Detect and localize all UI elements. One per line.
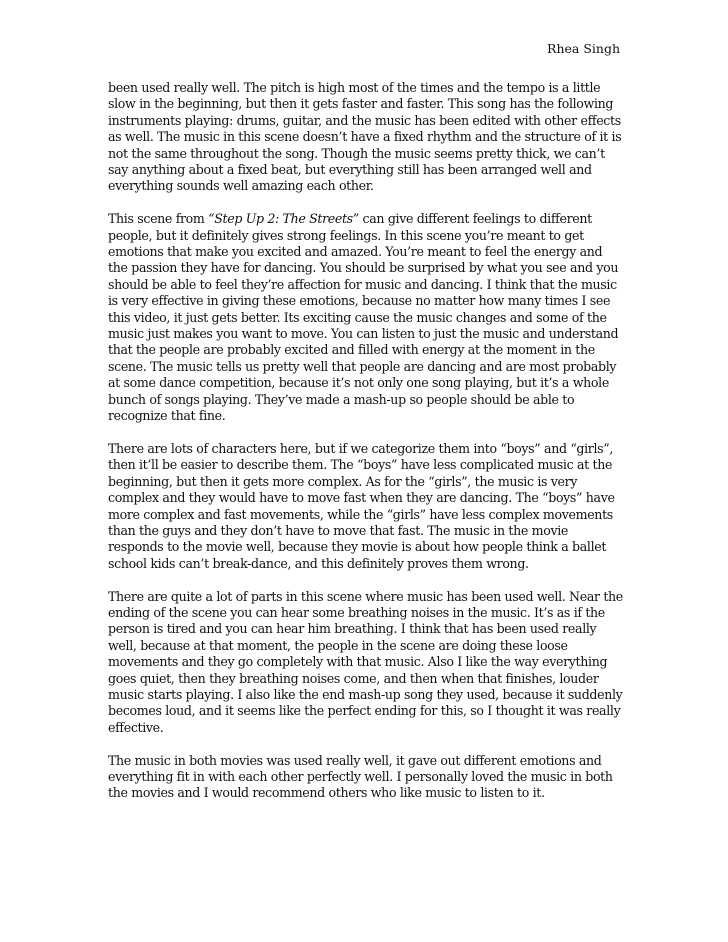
text-line: bunch of songs playing. They’ve made a mash-up so people should be able to bbox=[108, 391, 575, 407]
text-line: music just makes you want to move. You can listen to just the music and understand bbox=[108, 326, 619, 342]
text-line: ending of the scene you can hear some breathing noises in the music. It’s as if the bbox=[108, 604, 605, 620]
text-line: school kids can’t break-dance, and this definitely proves them wrong. bbox=[108, 555, 529, 571]
author-name: Rhea Singh bbox=[547, 41, 620, 56]
text-segment: This scene from bbox=[108, 211, 209, 227]
text-line: the movies and I would recommend others who like music to listen to it. bbox=[108, 785, 545, 801]
text-segment: can give different feelings to different bbox=[358, 211, 592, 227]
paragraph-1 bbox=[108, 80, 628, 195]
text-line: recognize that fine. bbox=[108, 408, 226, 424]
text-line: this video, it just gets better. Its exciting cause the music changes and some of the bbox=[108, 309, 607, 325]
text-line: music starts playing. I also like the end mash-up song they used, because it suddenly bbox=[108, 686, 623, 702]
paragraph-5 bbox=[108, 753, 628, 802]
text-line: becomes loud, and it seems like the perfect ending for this, so I thought it was really bbox=[108, 703, 621, 719]
text-line: beginning, but then it gets more complex. As for the “girls”, the music is very bbox=[108, 473, 578, 489]
text-line: than the guys and they don’t have to move that fast. The music in the movie bbox=[108, 522, 569, 538]
text-line: that the people are probably excited and filled with energy at the moment in the bbox=[108, 342, 595, 358]
text-line: responds to the movie well, because they movie is about how people think a ballet bbox=[108, 539, 607, 555]
text-line: more complex and fast movements, while the “girls” have less complex movements bbox=[108, 506, 613, 522]
text-line: is very effective in giving these emotions, because no matter how many times I see bbox=[108, 293, 611, 309]
text-line: effective. bbox=[108, 719, 164, 735]
text-line: slow in the beginning, but then it gets faster and faster. This song has the following bbox=[108, 96, 614, 112]
paragraph-4 bbox=[108, 589, 628, 737]
text-line: as well. The music in this scene doesn’t have a fixed rhythm and the structure of it is bbox=[108, 129, 622, 145]
text-line: There are lots of characters here, but if we categorize them into “boys” and “girls”, bbox=[108, 440, 613, 456]
text-line: the passion they have for dancing. You should be surprised by what you see and you bbox=[108, 260, 619, 276]
text-line: at some dance competition, because it’s not only one song playing, but it’s a whole bbox=[108, 375, 609, 391]
text-line: say anything about a fixed beat, but everything still has been arranged well and bbox=[108, 162, 592, 178]
text-line: complex and they would have to move fast when they are dancing. The “boys” have bbox=[108, 490, 615, 506]
text-line: The music in both movies was used really well, it gave out different emotions and bbox=[108, 752, 602, 768]
text-line bbox=[108, 211, 628, 227]
text-line: movements and they go completely with that music. Also I like the way everything bbox=[108, 654, 608, 670]
text-line: not the same throughout the song. Though the music seems pretty thick, we can’t bbox=[108, 145, 605, 161]
text-line: goes quiet, then they breathing noises come, and then when that finishes, louder bbox=[108, 670, 599, 686]
movie-title: “Step Up 2: The Streets” bbox=[208, 211, 359, 227]
text-line: then it’ll be easier to describe them. The “boys” have less complicated music at the bbox=[108, 457, 613, 473]
text-line: scene. The music tells us pretty well that people are dancing and are most probably bbox=[108, 358, 617, 374]
paragraph-3 bbox=[108, 441, 628, 572]
text-line: There are quite a lot of parts in this scene where music has been used well. Near the bbox=[108, 588, 623, 604]
text-line: everything sounds well amazing each other. bbox=[108, 178, 374, 194]
text-line: person is tired and you can hear him breathing. I think that has been used really bbox=[108, 621, 597, 637]
text-line: should be able to feel they’re affection for music and dancing. I think that the music bbox=[108, 276, 617, 292]
text-line: well, because at that moment, the people in the scene are doing these loose bbox=[108, 637, 568, 653]
paragraph-2 bbox=[108, 211, 628, 424]
text-line: emotions that make you excited and amazed. You’re meant to feel the energy and bbox=[108, 244, 603, 260]
document-body bbox=[108, 80, 628, 818]
text-line: instruments playing: drums, guitar, and the music has been edited with other effects bbox=[108, 112, 621, 128]
text-line: everything fit in with each other perfectly well. I personally loved the music in both bbox=[108, 769, 613, 784]
text-line: been used really well. The pitch is high most of the times and the tempo is a little bbox=[108, 80, 601, 95]
text-line: people, but it definitely gives strong feelings. In this scene you’re meant to get bbox=[108, 227, 584, 243]
